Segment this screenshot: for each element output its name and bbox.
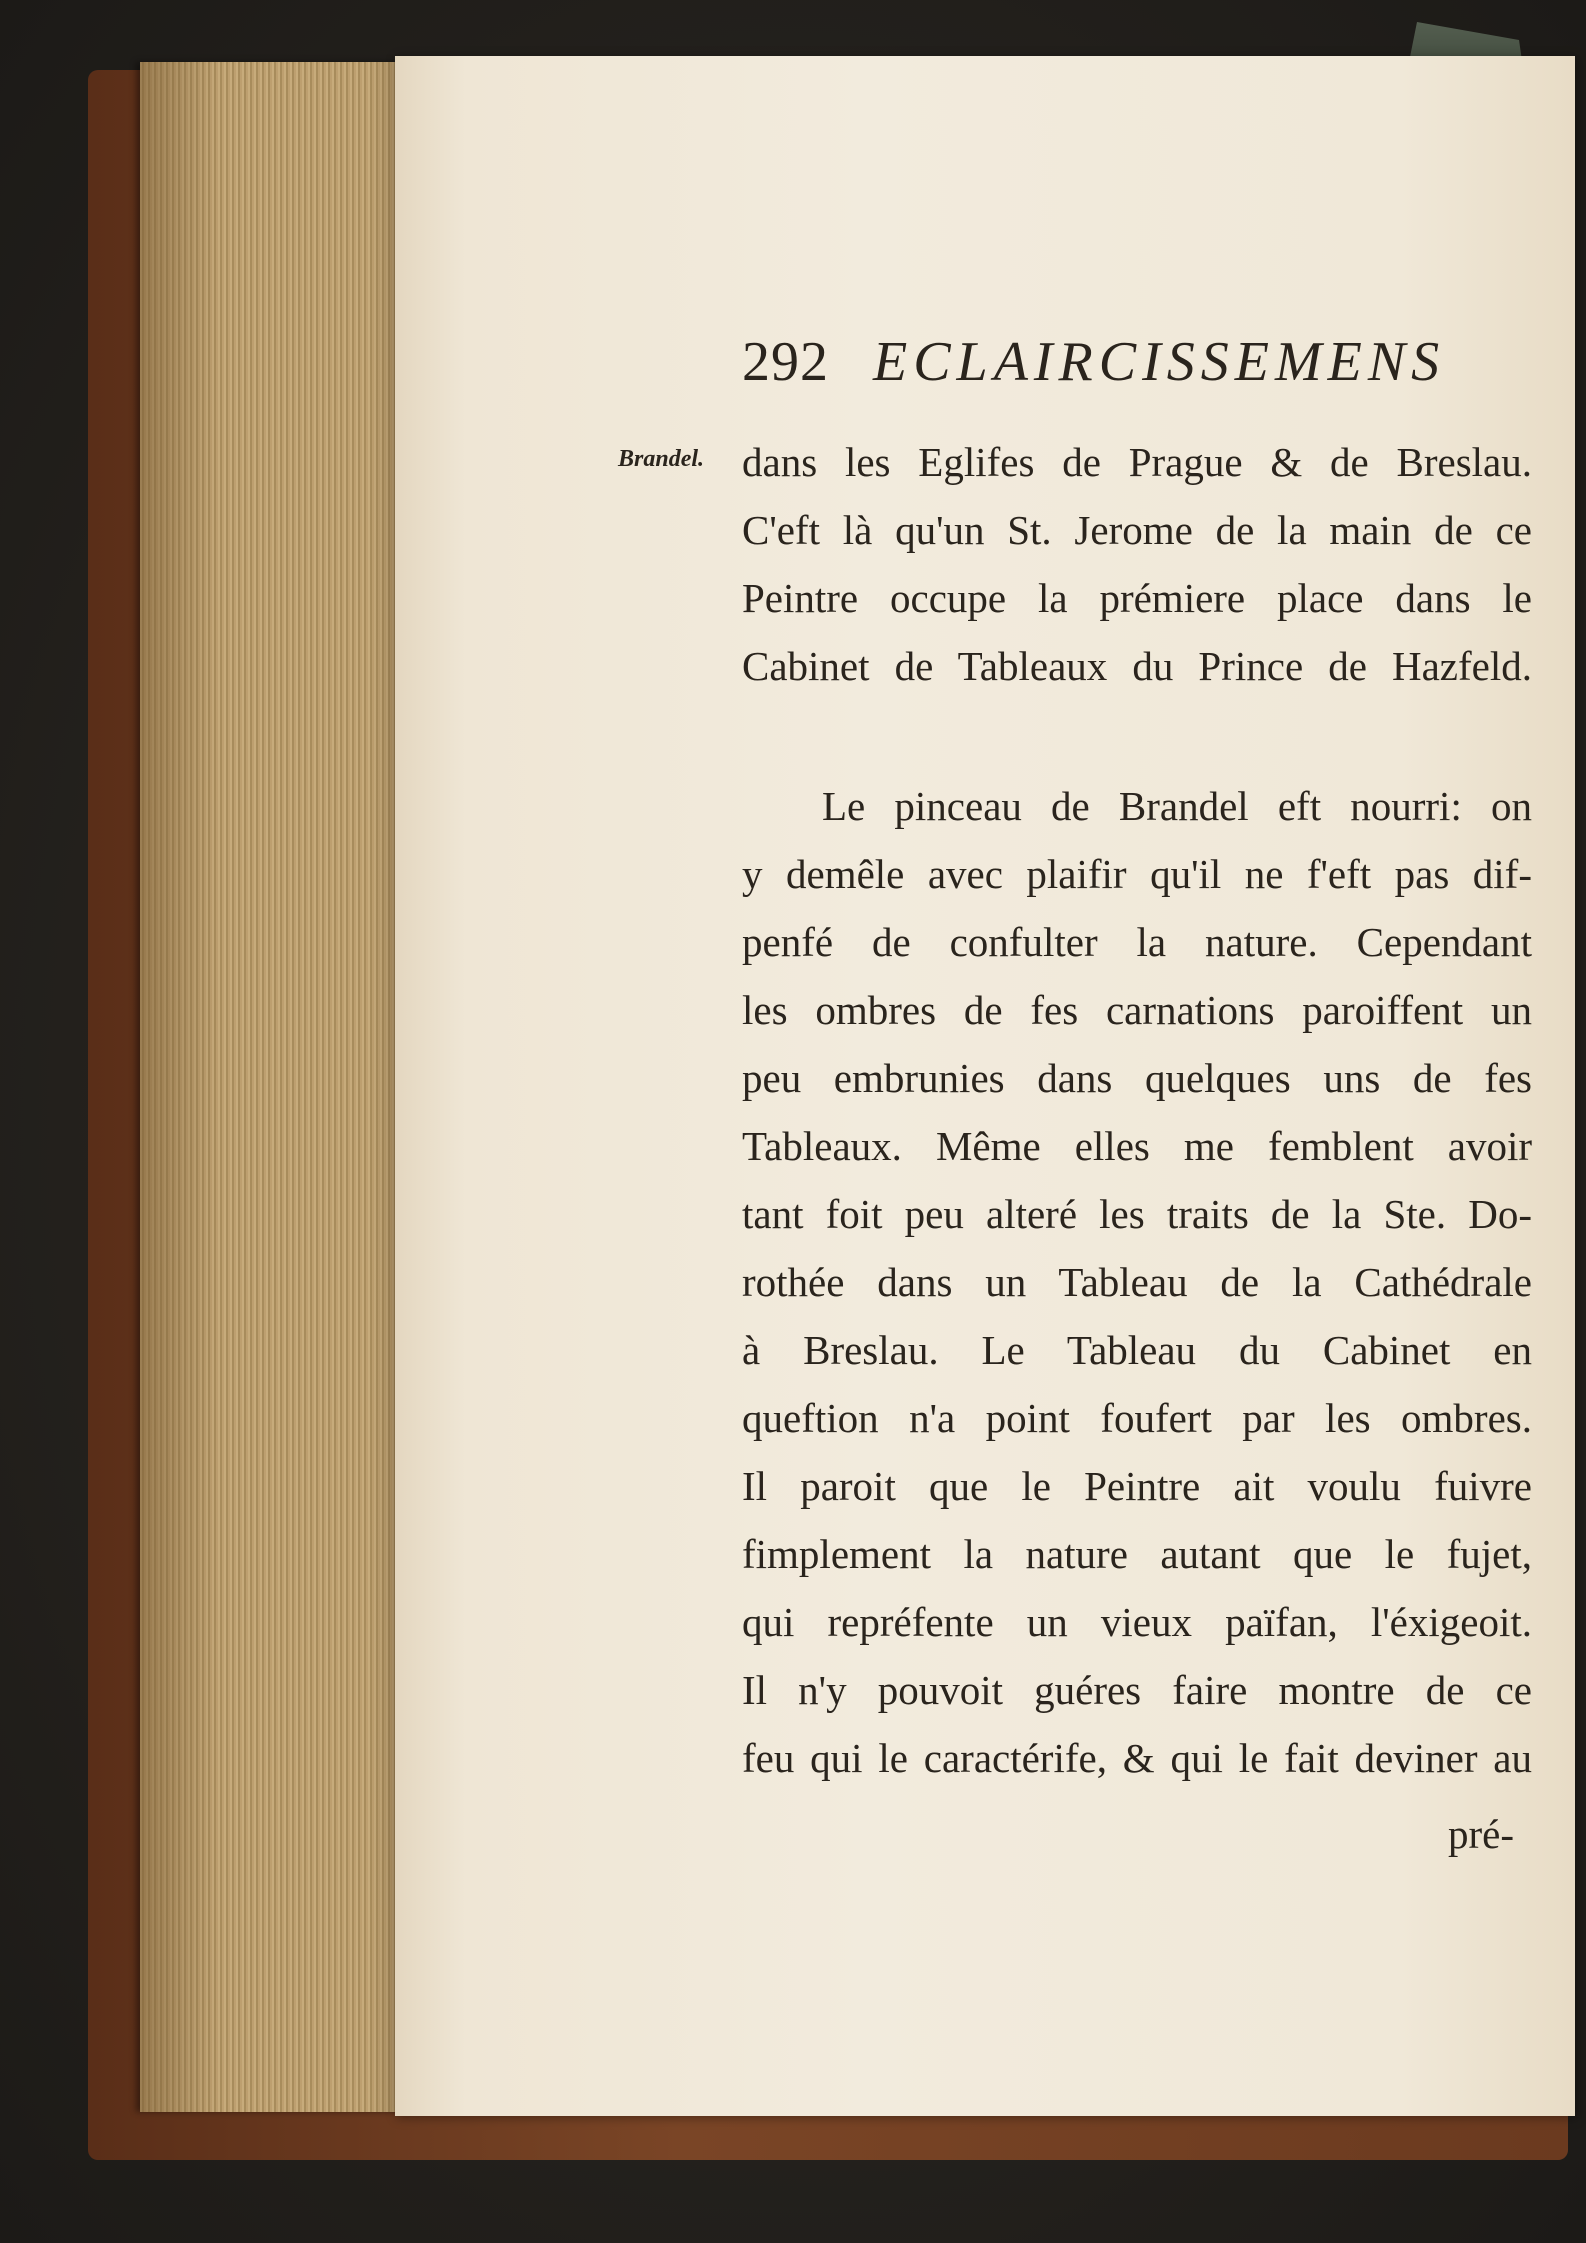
text-line: queftion n'a point foufert par les ombres. xyxy=(742,1395,1532,1441)
text-line: C'eft là qu'un St. Jerome de la main de ce xyxy=(742,507,1532,553)
text-line: Tableaux. Même elles me femblent avoir xyxy=(742,1123,1532,1169)
text-line: qui repréfente un vieux païfan, l'éxigeoit. xyxy=(742,1599,1532,1645)
text-line: Peintre occupe la prémiere place dans le xyxy=(742,575,1532,621)
text-line: peu embrunies dans quelques uns de fes xyxy=(742,1055,1532,1101)
text-line: rothée dans un Tableau de la Cathédrale xyxy=(742,1259,1532,1305)
text-line: les ombres de fes carnations paroiffent un xyxy=(742,987,1532,1033)
text-line: feu qui le caractérife, & qui le fait deviner au xyxy=(742,1735,1532,1781)
text-line: Le pinceau de Brandel eft nourri: on xyxy=(822,783,1532,829)
text-line: Il n'y pouvoit guéres faire montre de ce xyxy=(742,1667,1532,1713)
margin-note: Brandel. xyxy=(618,446,705,472)
text-line: tant foit peu alteré les traits de la Ste. Do- xyxy=(742,1191,1532,1237)
page-edges xyxy=(140,62,410,2112)
text-line: Il paroit que le Peintre ait voulu fuivre xyxy=(742,1463,1532,1509)
catchword: pré- xyxy=(1448,1811,1515,1857)
text-line: à Breslau. Le Tableau du Cabinet en xyxy=(742,1327,1532,1373)
text-line: dans les Eglifes de Prague & de Breslau. xyxy=(742,439,1532,485)
text-line: penfé de confulter la nature. Cependant xyxy=(742,919,1532,965)
text-line: fimplement la nature autant que le fujet, xyxy=(742,1531,1532,1577)
text-line: Cabinet de Tableaux du Prince de Hazfeld. xyxy=(742,643,1532,689)
text-line: y demêle avec plaifir qu'il ne f'eft pas dif- xyxy=(742,851,1532,897)
page-header xyxy=(742,330,1445,394)
page-number: 292 xyxy=(742,331,829,393)
running-title: ECLAIRCISSEMENS xyxy=(873,331,1446,393)
